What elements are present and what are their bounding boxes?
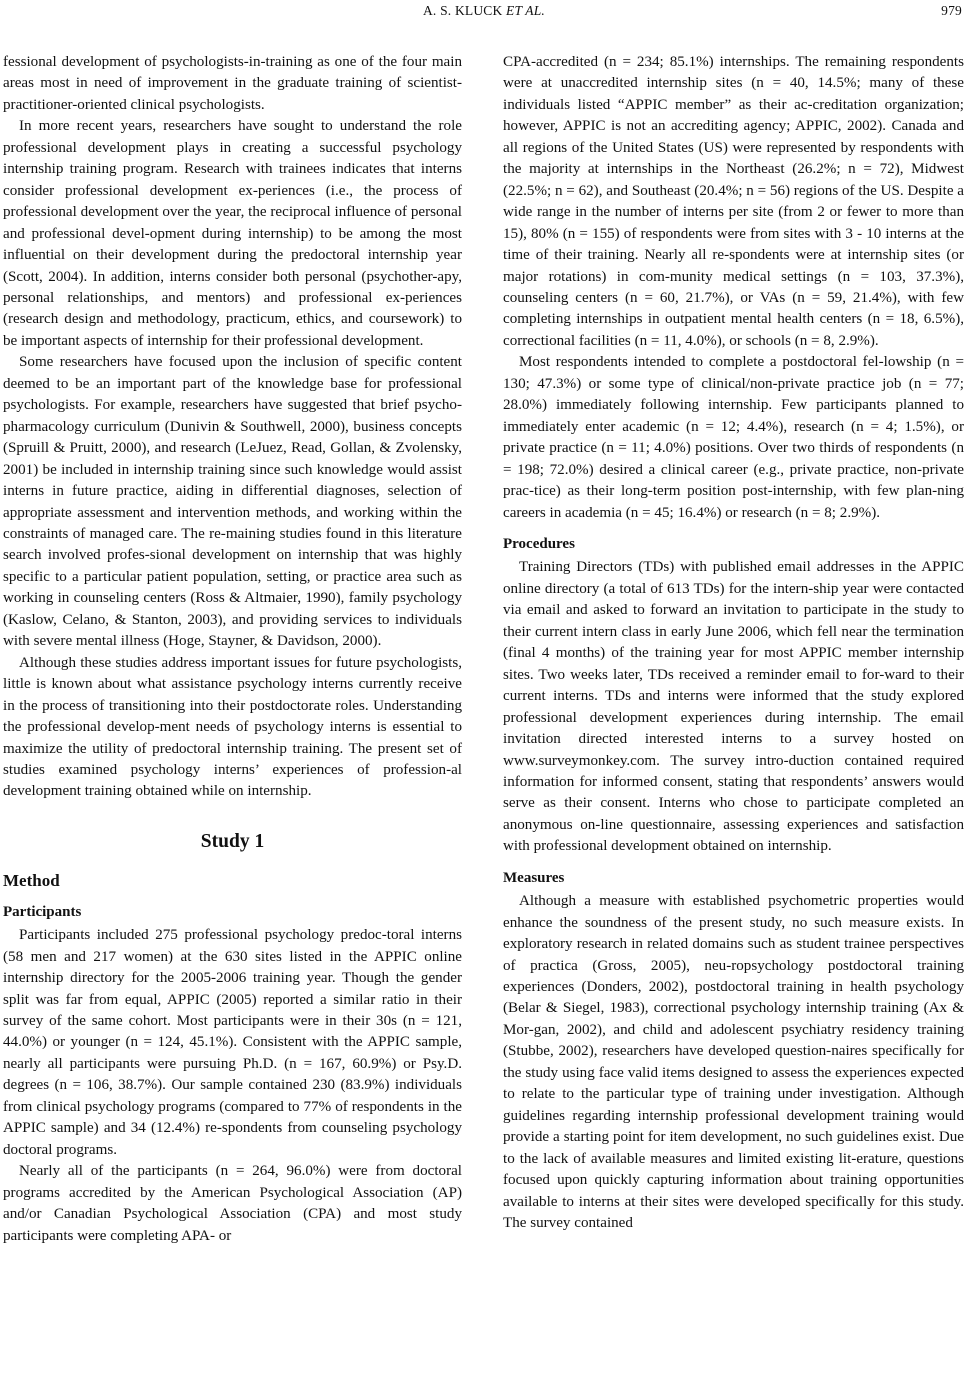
running-head <box>0 3 968 19</box>
measures-heading: Measures <box>503 869 565 886</box>
left-column <box>3 52 462 1247</box>
paragraph: Although these studies address important issues for future psychologists, little is known about what assistance psychology interns currently receive in the process of transitioning into their postdoctorate roles. Understanding the professional develop-ment needs of psychology interns is essential to maximize the utility of predoctoral internship training. The present set of studies examined psychology interns’ experiences of profession-al development training obtained while on internship. <box>3 654 462 800</box>
paragraph: Participants included 275 professional psychology predoc-toral interns (58 men and 217 women) at the 630 sites listed in the APPIC online internship directory for the 2005-2006 training year. Though the gender split was far from equal, APPIC (2005) reported a similar ratio in their survey of the same cohort. Most participants were in their 30s (n = 121, 44.0%) or younger (n = 124, 45.1%). Consistent with the APPIC sample, nearly all participants were pursuing Ph.D. (n = 167, 60.9%) or Psy.D. degrees (n = 106, 38.7%). Our sample contained 230 (83.9%) individuals from clinical psychology programs (compared to 77% of respondents in the APPIC sample) and 34 (12.4%) re-spondents from counseling psychology doctoral programs. <box>3 927 462 1158</box>
running-head-et-al: ET AL. <box>506 3 546 18</box>
paragraph: Nearly all of the participants (n = 264, 96.0%) were from doctoral programs accredited by the American Psychological Association (AP) and/or Canadian Psychological Association (CPA) and most study participants were completing APA- or <box>3 1163 462 1244</box>
paragraph: Most respondents intended to complete a postdoctoral fel-lowship (n = 130; 47.3%) or some type of clinical/non-private practice job (n = 77; 28.0%) immediately following internship. Few participants planned to immediately enter academic (n = 12; 4.4%), research (n = 4; 1.5%), or private practice (n = 11; 4.0%) positions. Over two thirds of respondents (n = 198; 72.0%) desired a clinical career (e.g., private practice, non-private prac-tice) as their long-term position post-internship, with few plan-ning careers in academia (n = 45; 16.4%) or research (n = 8; 2.9%). <box>503 354 964 521</box>
paragraph: fessional development of psychologists-in-training as one of the four main areas most in need of improvement in the graduate training of scientist-practitioner-oriented clinical psychologists. <box>3 54 462 113</box>
participants-heading: Participants <box>3 903 82 920</box>
paragraph: In more recent years, researchers have sought to understand the role professional development plays in creating a successful psychology internship training program. Research with trainees indicates that interns consider professional development ex-periences (i.e., the process of professional development over the year, the reciprocal influence of personal and professional devel-opment during internship) to be among the most influential on their development during the predoctoral internship year (Scott, 2004). In addition, interns consider both personal (psychother-apy, personal relationships, and mentors) and professional ex-periences (research design and methodology, practicum, ethics, and coursework) to be important aspects of internship for their professional development. <box>3 118 462 349</box>
paragraph: CPA-accredited (n = 234; 85.1%) internships. The remaining respondents were at unaccredited internship sites (n = 40, 14.5%; many of these individuals listed “APPIC member” as their ac-creditation organization; however, APPIC is not an accrediting agency; APPIC, 2002). Canada and all regions of the United States (US) were represented by respondents with the majority at internships in the Northeast (26.2%; n = 72), Midwest (22.5%; n = 62), and Southeast (20.4%; n = 56) regions of the US. Despite a wide range in the number of interns per site (from 2 or fewer to more than 15), 80% (n = 155) of respondents were from sites with 3 - 10 interns at the time of their training. Nearly all re-spondents were at internship sites (or major rotations) in com-munity medical settings (n = 103, 37.3%), counseling centers (n = 60, 21.7%), or VAs (n = 59, 21.4%), with few completing internships in outpatient mental health centers (n = 18, 6.5%), correctional facilities (n = 11, 4.0%), or schools (n = 8, 2.9%). <box>503 54 964 349</box>
running-head-authors: A. S. KLUCK <box>422 3 503 18</box>
right-column <box>503 52 964 1234</box>
method-heading: Method <box>3 871 60 891</box>
page-number: 979 <box>941 3 962 18</box>
study-heading: Study 1 <box>200 830 265 852</box>
paragraph: Training Directors (TDs) with published email addresses in the APPIC online directory (a total of 613 TDs) for the intern-ship year were contacted via email and asked to forward an invitation to participate in the study to their current intern class in early June 2006, which fell near the termination (final 4 months) of the training year for most APPIC member internship sites. Two weeks later, TDs received a reminder email to for-ward to their current interns. TDs and interns were informed that the study explored professional development experiences during internship. The email invitation directed interested interns to a survey hosted on www.surveymonkey.com. The survey intro-duction contained required information for informed consent, stating that respondents’ answers would serve as their consent. Interns who chose to participate completed an anonymous on-line questionnaire, assessing experiences and satisfaction with professional development obtained on internship. <box>503 559 964 855</box>
paragraph: Although a measure with established psychometric properties would enhance the soundness of the present study, no such measure exists. In exploratory research in related domains such as student trainee perspectives of practica (Gross, 2005), neu-ropsychology postdoctoral training experiences (Donders, 2002), postdoctoral training in health psychology (Belar & Siegel, 1983), correctional psychology internship training (Ax & Mor-gan, 2002), and child and adolescent psychiatry residency training (Stubbe, 2002), researchers have developed question-naires specifically for the study using face valid items designed to assess the experiences expected to relate to the particular type of training under investigation. Although guidelines regarding internship professional development training would provide a starting point for item development, no such guidelines exist. Due to the lack of available measures and limited existing lit-erature, questions focused upon quickly capturing information about training opportunities available to interns at their sites were developed specifically for this study. The survey contained <box>503 893 964 1232</box>
page-header <box>0 0 968 22</box>
procedures-heading: Procedures <box>503 535 575 552</box>
paragraph: Some researchers have focused upon the inclusion of specific content deemed to be an important part of the knowledge base for professional psychologists. For example, researchers have suggested that brief psycho-pharmacology curriculum (Dunivin & Southwell, 2000), business concepts (Spruill & Pruitt, 2000), and research (LeJuez, Read, Gollan, & Zvolensky, 2001) be included in internship training since such knowledge would assist interns in future practice, aiding in differential diagnoses, selection of appropriate assessment and intervention methods, and working within the constraints of managed care. The re-maining studies found in this literature search involved profes-sional development on internship that was highly specific to a particular patient population, setting, or practice area such as working in counseling centers (Ross & Altmaier, 1990), family psychology (Kaslow, Celano, & Stanton, 2003), and providing services to individuals with severe mental illness (Hoge, Stayner, & Davidson, 2000). <box>3 354 462 650</box>
